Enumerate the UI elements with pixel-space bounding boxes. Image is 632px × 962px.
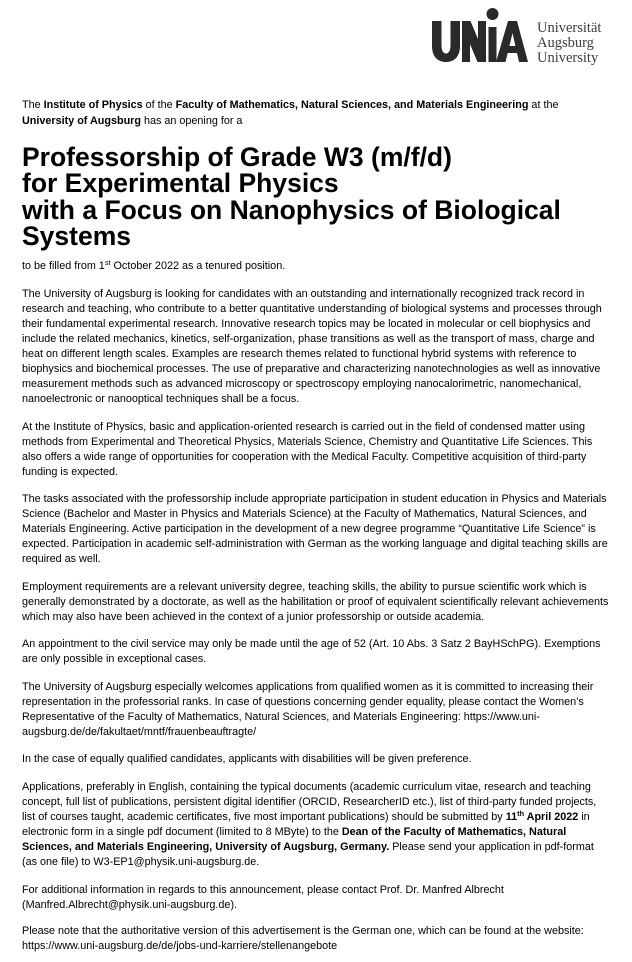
deadline-date [506,811,579,823]
age-limit-line: An appointment to the civil service may only be made until the age of 52 (Art. 10 Abs. 3 Satz 2 BayHSchPG). Exemptions [22,638,601,650]
contact-line: For additional information in regards to this announcement, please contact Prof. Dr. Manfred Albrecht [22,884,504,896]
ordinal-suffix: st [104,258,111,268]
tasks-line: Materials Engineering. Active participation in the development of a new degree programme “Quantitative Life Science” is [22,523,596,535]
equality-line [22,725,593,740]
university-name [537,21,601,66]
dean-address: Dean of the Faculty of Mathematics, Natural [341,826,567,838]
disability-paragraph [22,752,472,767]
applications-line [22,855,596,870]
applications-text: (as one file) to [22,856,94,868]
contact-paragraph [22,883,504,913]
university-logo-mark [432,5,528,63]
contact-text: ( [22,899,26,911]
intro-line [22,97,558,113]
start-date-text: to be filled from 1 [22,260,105,272]
age-limit-paragraph [22,637,601,667]
title-line: Professorship of Grade W3 (m/f/d) [22,142,452,172]
institute-line: methods from Experimental and Theoretical Physics, Materials Science, Chemistry and Quantitative Life Sciences. This [22,436,593,448]
dean-address: Sciences, and Materials Engineering, University of Augsburg, Germany. [22,841,390,853]
german-version-paragraph [22,924,584,954]
profile-line: their fundamental experimental research. Innovative research topics may be located in molecular or cell biophysics and [22,318,591,330]
applications-text: . [256,856,260,868]
university-name-city: Augsburg [537,35,594,51]
equality-line [22,710,593,725]
tasks-line: Science (Bachelor and Master in Physics and Materials Science) at the Faculty of Mathematics, Natural Sciences, and [22,508,587,520]
equality-line: The University of Augsburg especially welcomes applications from qualified women as it is committed to increasing their [22,681,594,693]
deadline-day: 11 [505,811,518,823]
german-version-line: Please note that the authoritative version of this advertisement is the German one, which can be found at the website: [22,925,584,937]
title-line: Systems [22,221,132,252]
job-offers-link[interactable]: https://www.uni-augsburg.de/de/jobs-und-karriere/stellenangebote [22,940,338,952]
applications-text: in [578,811,590,823]
requirements-line: which may also have been achieved in the context of a junior professorship or outside academia. [22,611,485,623]
title-line: with a Focus on Nanophysics of Biological [22,194,561,225]
deadline-month-year: April 2022 [524,811,579,823]
applications-line [22,825,596,840]
logo-letter-a [496,21,528,62]
requirements-line: Employment requirements are a relevant university degree, teaching skills, the ability to pursue scientific work which is [22,581,587,593]
faculty-name: Faculty of Mathematics, Natural Sciences, and Materials Engineering [175,99,529,111]
profile-line: The University of Augsburg is looking for candidates with an outstanding and internationally recognized track record in [22,288,585,300]
tasks-line: required as well. [22,553,101,565]
requirements-paragraph [22,580,608,625]
tasks-paragraph [22,492,608,567]
tasks-line: expected. Participation in academic self-administration with German as the working language and digital teaching skills are [22,538,608,550]
applications-line: Applications, preferably in English, containing the typical documents (academic curriculum vitae, research and teaching [22,781,591,793]
contact-line [22,898,504,913]
profile-line: research and teaching, who contribute to a better quantitative understanding of biological systems and processes through [22,303,602,315]
applications-paragraph [22,780,596,870]
intro-text: The [22,99,44,111]
intro-text: at the [528,99,559,111]
application-email-link[interactable]: W3-EP1@physik.uni-augsburg.de [93,856,257,868]
logo-letter-n [462,21,486,62]
intro-line [22,113,558,129]
tasks-line: The tasks associated with the professorship include appropriate participation in student education in Physics and Materials [22,493,607,505]
applications-text: Please send your application in pdf-format [389,841,594,853]
logo-letter-u [432,21,460,62]
contact-email-link[interactable]: Manfred.Albrecht@physik.uni-augsburg.de [25,899,231,911]
profile-line: biophysics and biochemical processes. The use of preparative and characterizing nanotechnologies as well as innovative [22,363,601,375]
profile-line: heat on different length scales. Examples are research themes related to functional hybrid systems with reference to [22,348,577,360]
institute-line: At the Institute of Physics, basic and application-oriented research is carried out in the field of condensed matter using [22,421,585,433]
university-name-english: University [537,50,599,66]
womens-representative-link[interactable]: augsburg.de/de/fakultaet/mntf/frauenbeauftragte/ [22,726,257,738]
profile-line: nanoelectronic or nanooptical techniques shall be a focus. [22,393,300,405]
contact-text: ). [230,899,238,911]
profile-line: include the related mechanics, kinetics, self-organization, phase transitions as well as the transport of mass, charge and [22,333,595,345]
intro-text: has an opening for a [140,115,243,127]
institute-line: also offers a wide range of opportunities for cooperation with the Medical Faculty. Competitive acquisition of third-party [22,451,587,463]
title-line: for Experimental Physics [22,168,339,199]
university-name-inline: University of Augsburg [22,115,141,127]
logo-letter-i-dot [487,8,499,20]
university-name-german: Universität [537,20,602,36]
institute-name: Institute of Physics [43,99,143,111]
requirements-line: generally demonstrated by a doctorate, as well as the habilitation or proof of equivalent scientifically relevant achievements [22,596,609,608]
equality-text: Representative of the Faculty of Mathematics, Natural Sciences, and Materials Engineering: [22,711,464,723]
disability-line: In the case of equally qualified candidates, applicants with disabilities will be given preference. [22,753,472,765]
position-title [22,144,561,250]
age-limit-line: are only possible in exceptional cases. [22,653,207,665]
institute-paragraph [22,420,592,480]
womens-representative-link[interactable]: https://www.uni- [463,711,540,723]
profile-line: measurement methods such as advanced microscopy or spectroscopy employing nanocalorimetric, nanomechanical, [22,378,582,390]
applications-text: electronic form in a single pdf document (limited to 8 MByte) to the [22,826,342,838]
applications-line [22,810,596,825]
applications-line: concept, full list of publications, persistent digital identifier (ORCID, ResearcherID etc.), list of third-party funded projects, [22,796,597,808]
start-date-text: October 2022 as a tenured position. [110,260,286,272]
equality-paragraph [22,680,593,740]
profile-paragraph [22,287,602,407]
intro-paragraph [22,97,558,129]
start-date-line [22,259,285,274]
ordinal-suffix: th [517,809,525,819]
applications-text: list of courses taught, academic certificates, five most important publications) should be submitted by [22,811,506,823]
applications-line [22,840,596,855]
logo-letters [432,8,528,62]
institute-line: funding is expected. [22,466,119,478]
intro-text: of the [142,99,176,111]
logo-letter-i-stem [489,27,497,62]
equality-line: representation in the professorial ranks. In case of questions concerning gender equality, please contact the Women’s [22,696,584,708]
